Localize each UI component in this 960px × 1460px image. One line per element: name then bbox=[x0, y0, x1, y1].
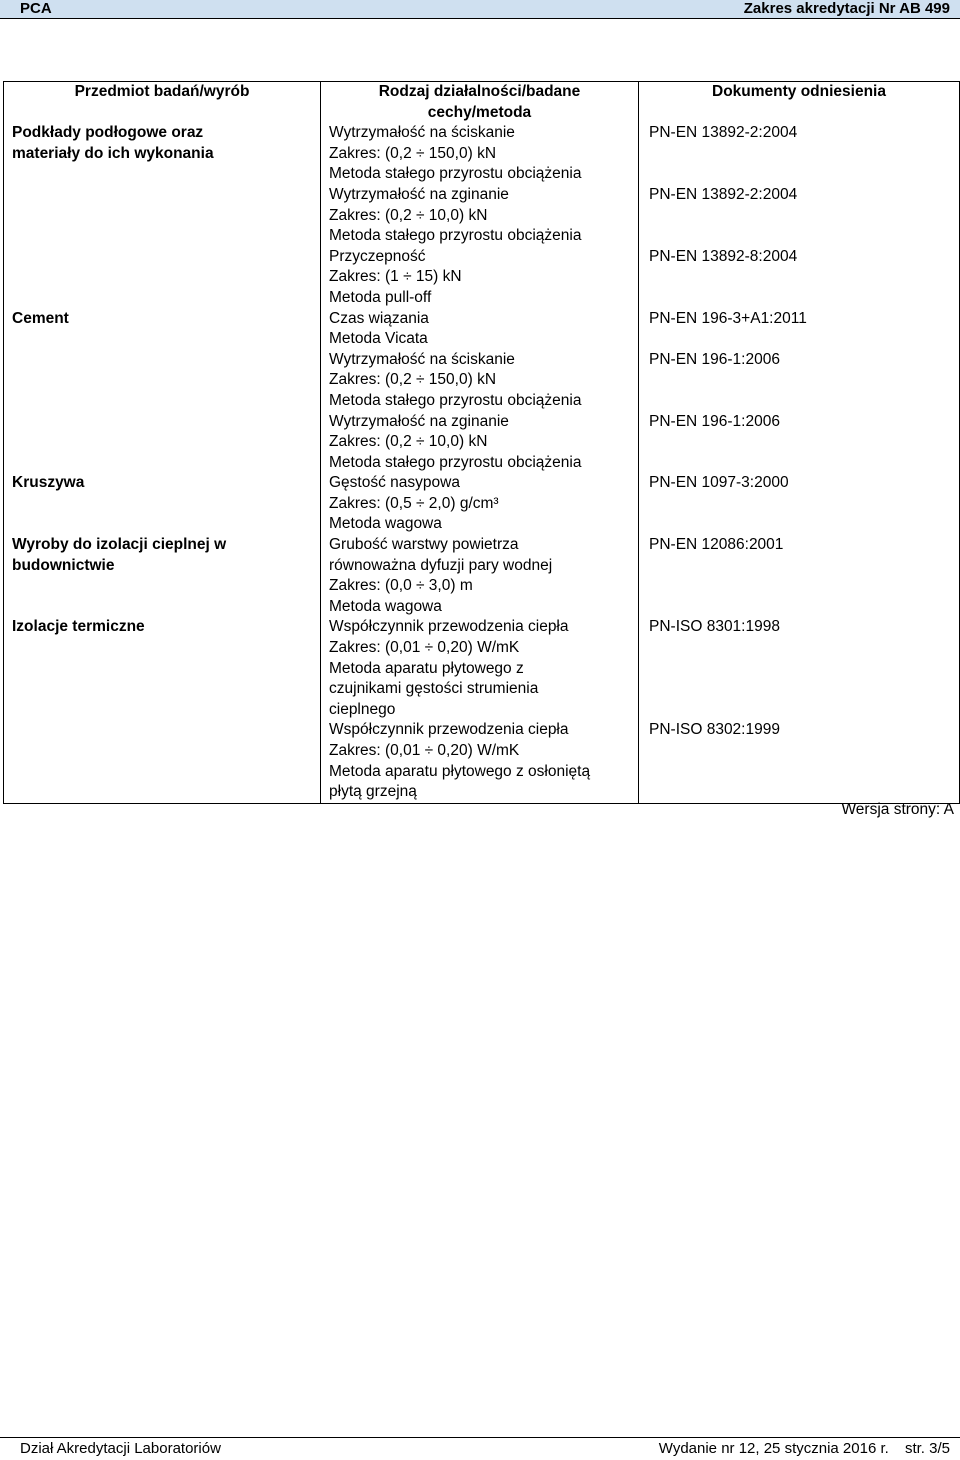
header-org: PCA bbox=[20, 0, 52, 17]
footer-right bbox=[659, 1438, 950, 1460]
subject-cell bbox=[4, 535, 321, 617]
method-line: Metoda pull-off bbox=[329, 288, 432, 306]
subject-cell bbox=[4, 473, 321, 535]
document-cell: PN-EN 13892-2:2004 bbox=[639, 123, 960, 185]
table-row bbox=[4, 535, 960, 617]
method-line: Metoda Vicata bbox=[329, 330, 428, 348]
page-header bbox=[0, 0, 960, 19]
column-header-documents: Dokumenty odniesienia bbox=[639, 82, 960, 124]
table-row bbox=[4, 309, 960, 350]
method-line: Wytrzymałość na zginanie bbox=[329, 185, 509, 203]
document-cell: PN-EN 12086:2001 bbox=[639, 535, 960, 617]
table-row bbox=[4, 185, 960, 247]
subject-cell bbox=[4, 720, 321, 803]
page-footer bbox=[0, 1437, 960, 1460]
subject-text: materiały do ich wykonania bbox=[12, 144, 214, 162]
document-cell: PN-ISO 8302:1999 bbox=[639, 720, 960, 803]
table-row bbox=[4, 247, 960, 309]
method-cell bbox=[321, 617, 639, 720]
method-line: Zakres: (0,01 ÷ 0,20) W/mK bbox=[329, 742, 520, 759]
document-cell: PN-EN 196-1:2006 bbox=[639, 412, 960, 474]
method-cell bbox=[321, 535, 639, 617]
method-cell bbox=[321, 473, 639, 535]
method-cell bbox=[321, 720, 639, 803]
method-cell bbox=[321, 123, 639, 185]
column-header-subject: Przedmiot badań/wyrób bbox=[4, 82, 321, 124]
method-line: Metoda stałego przyrostu obciążenia bbox=[329, 453, 582, 471]
method-line: płytą grzejną bbox=[329, 783, 417, 801]
subject-cell bbox=[4, 350, 321, 412]
method-line: Zakres: (0,2 ÷ 10,0) kN bbox=[329, 433, 488, 451]
subject-cell bbox=[4, 247, 321, 309]
column-header-method-line: Rodzaj działalności/badane bbox=[378, 83, 581, 100]
subject-text: Kruszywa bbox=[12, 474, 85, 492]
method-line: Metoda stałego przyrostu obciążenia bbox=[329, 227, 582, 245]
method-cell bbox=[321, 185, 639, 247]
table-row bbox=[4, 473, 960, 535]
column-header-method-line: cechy/metoda bbox=[427, 103, 532, 121]
subject-cell bbox=[4, 617, 321, 720]
document-cell: PN-EN 13892-2:2004 bbox=[639, 185, 960, 247]
method-line: Zakres: (0,01 ÷ 0,20) W/mK bbox=[329, 639, 520, 657]
subject-text: Izolacje termiczne bbox=[12, 618, 145, 636]
table-row bbox=[4, 350, 960, 412]
method-line: równoważna dyfuzji pary wodnej bbox=[329, 556, 553, 574]
method-line: Metoda wagowa bbox=[329, 515, 442, 533]
method-line: Gęstość nasypowa bbox=[329, 474, 460, 492]
header-title: Zakres akredytacji Nr AB 499 bbox=[743, 0, 950, 17]
method-line: Grubość warstwy powietrza bbox=[329, 536, 519, 554]
method-cell bbox=[321, 350, 639, 412]
subject-cell bbox=[4, 412, 321, 474]
method-line: Wytrzymałość na zginanie bbox=[329, 412, 509, 430]
method-line: Metoda stałego przyrostu obciążenia bbox=[329, 391, 582, 409]
method-line: Zakres: (0,2 ÷ 150,0) kN bbox=[329, 144, 497, 162]
method-line: Wytrzymałość na ściskanie bbox=[329, 350, 515, 368]
document-cell: PN-EN 1097-3:2000 bbox=[639, 473, 960, 535]
document-cell: PN-EN 13892-8:2004 bbox=[639, 247, 960, 309]
column-header-method bbox=[321, 82, 639, 124]
subject-text: budownictwie bbox=[12, 556, 115, 574]
method-cell bbox=[321, 412, 639, 474]
method-line: Współczynnik przewodzenia ciepła bbox=[329, 618, 569, 636]
document-cell: PN-EN 196-3+A1:2011 bbox=[639, 309, 960, 350]
method-line: Zakres: (1 ÷ 15) kN bbox=[329, 268, 462, 286]
subject-cell bbox=[4, 123, 321, 185]
method-line: Zakres: (0,0 ÷ 3,0) m bbox=[329, 577, 473, 595]
table-row bbox=[4, 720, 960, 803]
table-header-row bbox=[4, 82, 960, 124]
document-cell: PN-EN 196-1:2006 bbox=[639, 350, 960, 412]
subject-text: Podkłady podłogowe oraz bbox=[12, 124, 204, 142]
method-line: czujnikami gęstości strumienia bbox=[329, 680, 539, 698]
method-line: Czas wiązania bbox=[329, 309, 429, 327]
method-cell bbox=[321, 309, 639, 350]
subject-cell bbox=[4, 185, 321, 247]
footer-edition: Wydanie nr 12, 25 stycznia 2016 r. bbox=[658, 1440, 889, 1457]
table-row bbox=[4, 123, 960, 185]
method-line: Przyczepność bbox=[329, 247, 426, 265]
footer-department: Dział Akredytacji Laboratoriów bbox=[20, 1440, 221, 1457]
method-line: Metoda aparatu płytowego z bbox=[329, 659, 524, 677]
method-line: Zakres: (0,5 ÷ 2,0) g/cm³ bbox=[329, 494, 499, 512]
document-cell: PN-ISO 8301:1998 bbox=[639, 617, 960, 720]
table-row bbox=[4, 412, 960, 474]
method-line: Współczynnik przewodzenia ciepła bbox=[329, 721, 569, 739]
method-line: Metoda wagowa bbox=[329, 597, 442, 615]
subject-text: Cement bbox=[12, 309, 69, 327]
subject-text: Wyroby do izolacji cieplnej w bbox=[12, 536, 227, 554]
method-line: Metoda aparatu płytowego z osłoniętą bbox=[329, 762, 591, 780]
method-line: Wytrzymałość na ściskanie bbox=[329, 124, 515, 142]
footer-page-number: str. 3/5 bbox=[904, 1440, 950, 1457]
method-line: Zakres: (0,2 ÷ 10,0) kN bbox=[329, 206, 488, 224]
method-cell bbox=[321, 247, 639, 309]
method-line: cieplnego bbox=[329, 700, 396, 718]
method-line: Zakres: (0,2 ÷ 150,0) kN bbox=[329, 371, 497, 389]
accreditation-table bbox=[3, 81, 960, 804]
table-row bbox=[4, 617, 960, 720]
page-version: Wersja strony: A bbox=[841, 801, 954, 818]
method-line: Metoda stałego przyrostu obciążenia bbox=[329, 165, 582, 183]
subject-cell bbox=[4, 309, 321, 350]
